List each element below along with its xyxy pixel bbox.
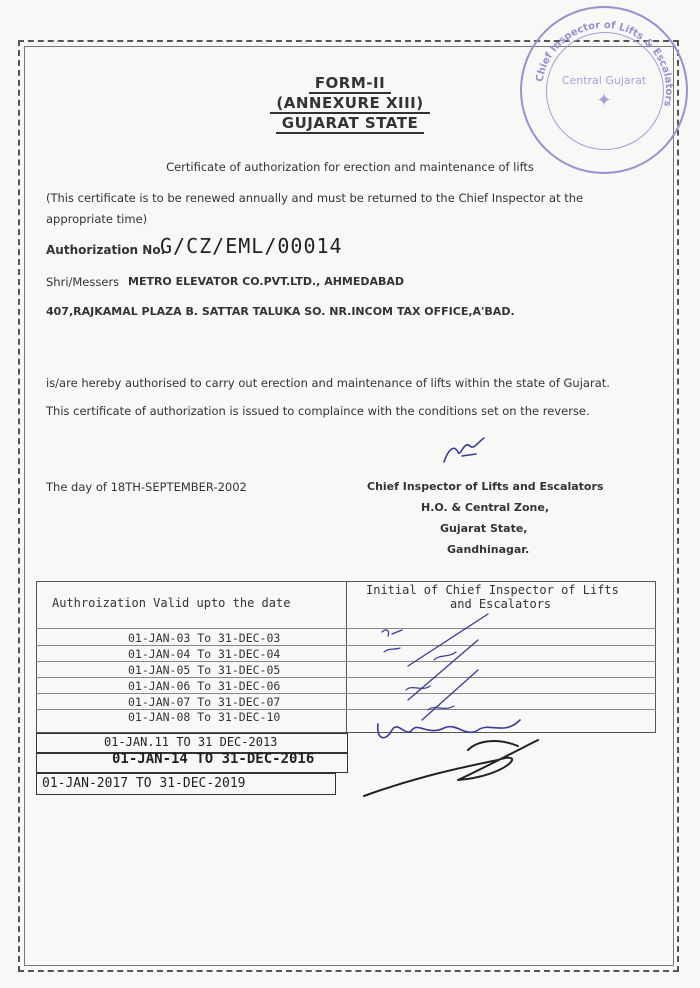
company-name: METRO ELEVATOR CO.PVT.LTD., AHMEDABAD: [128, 275, 405, 288]
company-address: 407,RAJKAMAL PLAZA B. SATTAR TALUKA SO. NR.INCOM TAX OFFICE,A'BAD.: [46, 305, 515, 318]
handwritten-row: 01-JAN-2017 TO 31-DEC-2019: [42, 776, 246, 791]
authorisation-body-2: This certificate of authorization is issued to complaince with the conditions set on the reverse.: [46, 404, 590, 418]
table-row: 01-JAN-07 To 31-DEC-07: [128, 695, 281, 709]
authorisation-body-1: is/are hereby authorised to carry out erection and maintenance of lifts within the state of Gujarat.: [46, 376, 610, 390]
table-row: 01-JAN-05 To 31-DEC-05: [128, 663, 281, 677]
svg-text:Central Gujarat: Central Gujarat: [561, 74, 647, 87]
validity-table-divider: [346, 581, 347, 733]
signatory-line4: Gandhinagar.: [447, 543, 530, 556]
handwritten-row: 01-JAN-14 TO 31-DEC-2016: [112, 751, 315, 767]
annexure-title: (ANNEXURE XIII): [0, 94, 700, 112]
initial-col-header-line2: and Escalators: [450, 597, 552, 611]
svg-text:Chief Inspector of Lifts & Esc: Chief Inspector of Lifts & Escalators: [534, 19, 675, 108]
validity-col-header: Authroization Valid upto the date: [52, 596, 291, 610]
form-title: FORM-II: [0, 74, 700, 92]
handwritten-row: 01-JAN.11 TO 31 DEC-2013: [104, 735, 278, 749]
inner-border: [24, 46, 674, 966]
initial-col-header-line1: Initial of Chief Inspector of Lifts: [366, 583, 619, 597]
renewal-note-line2: appropriate time): [46, 212, 148, 226]
inspector-signature-icon: [436, 432, 496, 472]
table-row: 01-JAN-03 To 31-DEC-03: [128, 631, 281, 645]
signatory-line3: Gujarat State,: [440, 522, 528, 535]
renewal-note-line1: (This certificate is to be renewed annually and must be returned to the Chief Inspector at the: [46, 191, 584, 205]
state-title: GUJARAT STATE: [0, 114, 700, 132]
table-row: 01-JAN-04 To 31-DEC-04: [128, 647, 281, 661]
shri-label: Shri/Messers: [46, 275, 120, 289]
authorization-number: G/CZ/EML/00014: [160, 234, 343, 258]
table-row: 01-JAN-08 To 31-DEC-10: [128, 710, 281, 724]
signatory-line2: H.O. & Central Zone,: [421, 501, 549, 514]
certificate-title: Certificate of authorization for erection and maintenance of lifts: [166, 160, 534, 174]
initials-signatures-icon: [348, 600, 688, 810]
authorization-label: Authorization No.: [46, 243, 166, 257]
signatory-line1: Chief Inspector of Lifts and Escalators: [367, 480, 604, 493]
svg-text:✦: ✦: [596, 90, 612, 111]
issue-date: The day of 18TH-SEPTEMBER-2002: [46, 480, 247, 494]
table-row: 01-JAN-06 To 31-DEC-06: [128, 679, 281, 693]
